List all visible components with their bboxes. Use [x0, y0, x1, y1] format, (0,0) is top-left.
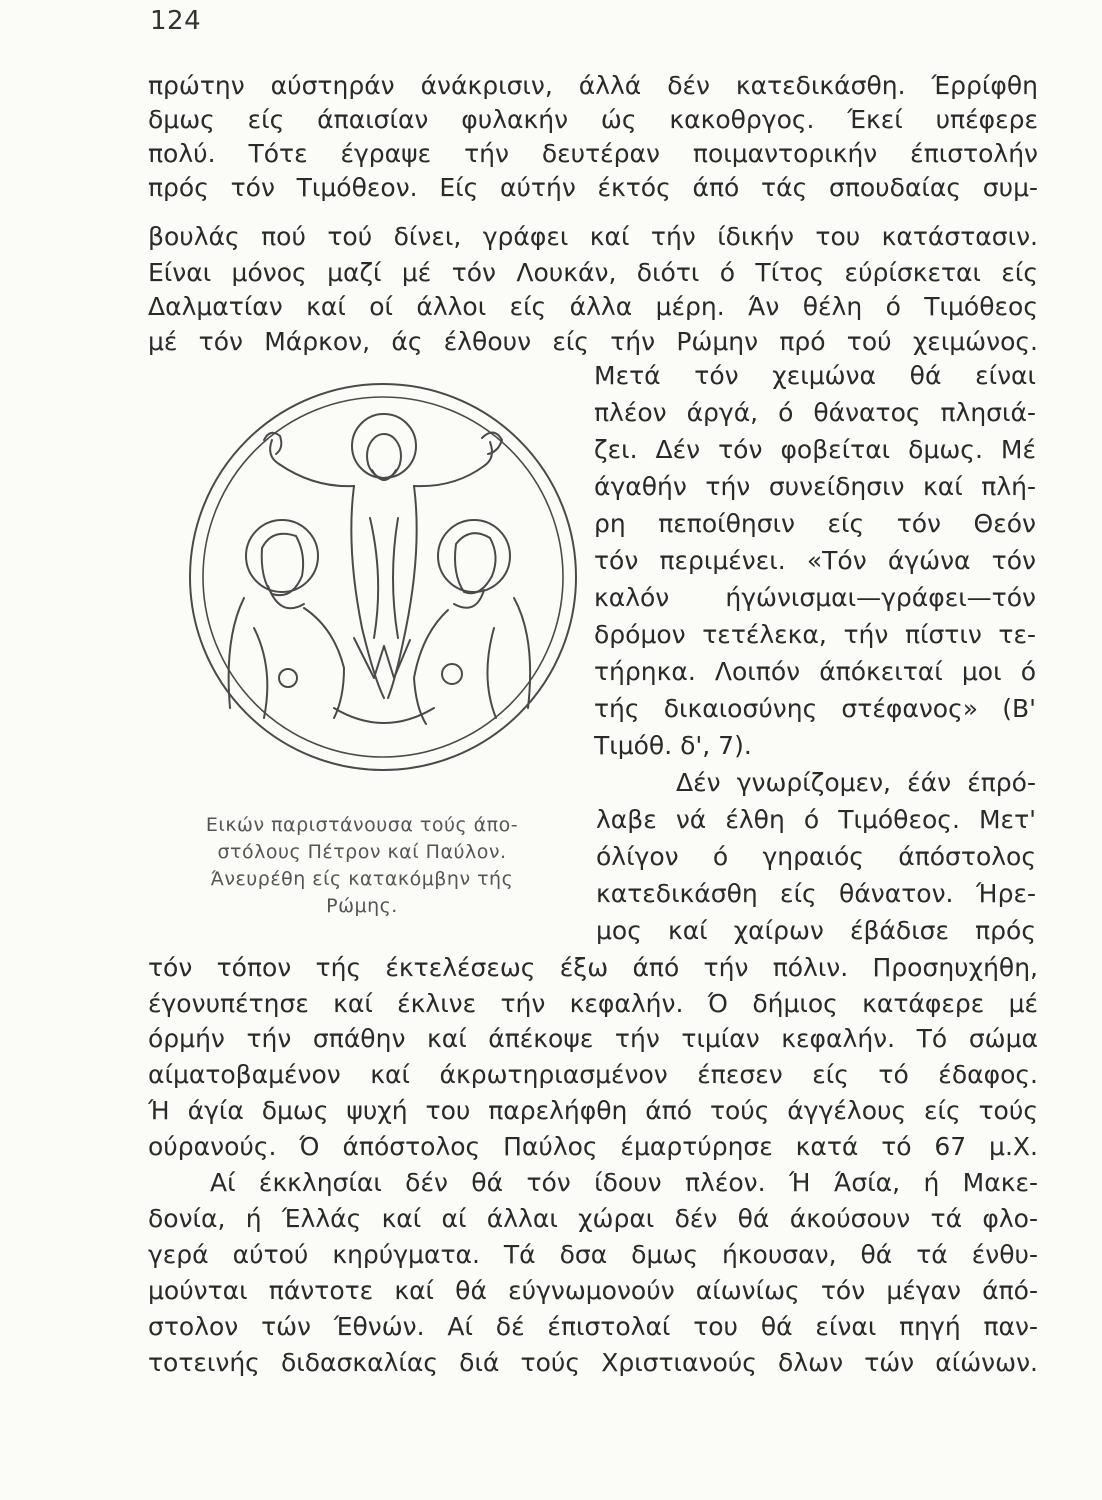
text-line: μούνται πάντοτε καί θά εύγνωμονούν αίωνίως τόν μέγαν άπό-: [148, 1276, 1038, 1305]
caption-line: στόλους Πέτρον καί Παύλον.: [217, 841, 507, 863]
text-line: τόν τόπον τής έκτελέσεως έξω άπό τήν πόλιν. Προσηυχήθη,: [148, 953, 1038, 982]
side-text-line: λαβε νά έλθη ό Τιμόθεος. Μετ': [596, 805, 1036, 834]
side-text-line: άγαθήν τήν συνείδησιν καί πλή-: [594, 472, 1036, 501]
text-line: γερά αύτού κηρύγματα. Τά δσα δμως ήκουσαν, θά τά ένθυ-: [148, 1240, 1038, 1269]
side-text-line: ζει. Δέν τόν φοβείται δμως. Μέ: [594, 435, 1036, 464]
side-text-line: κατεδικάσθη είς θάνατον. Ήρε-: [596, 879, 1036, 908]
text-line: πρώτην αύστηράν άνάκρισιν, άλλά δέν κατεδικάσθη. Έρρίφθη: [148, 71, 1038, 100]
side-text-line: τής δικαιοσύνης στέφανος» (Β': [594, 694, 1036, 723]
side-text-line: τόν περιμένει. «Τόν άγώνα τόν: [594, 546, 1036, 575]
side-text-line: πλέον άργά, ό θάνατος πλησιά-: [594, 398, 1036, 427]
text-line: δονία, ή Έλλάς καί αί άλλαι χώραι δέν θά άκούσουν τά φλο-: [148, 1204, 1038, 1233]
side-text-line: Τιμόθ. δ', 7).: [594, 731, 752, 760]
text-line: στολον τών Έθνών. Αί δέ έπιστολαί του θά είναι πηγή παν-: [148, 1312, 1038, 1341]
text-line: Ή άγία δμως ψυχή του παρελήφθη άπό τούς άγγέλους είς τούς: [148, 1096, 1038, 1125]
figure-caption: [152, 812, 572, 920]
caption-line: Ρώμης.: [326, 895, 398, 917]
text-line: αίματοβαμένον καί άκρωτηριασμένον έπεσεν είς τό έδαφος.: [148, 1060, 1038, 1089]
text-line: Δαλματίαν καί οί άλλοι είς άλλα μέρη. Άν θέλη ό Τιμόθεος: [148, 292, 1038, 321]
caption-line: Εικών παριστάνουσα τούς άπο-: [205, 814, 519, 836]
text-line: μέ τόν Μάρκον, άς έλθουν είς τήν Ρώμην πρό τού χειμώνος.: [148, 327, 1038, 356]
page-number: 124: [150, 6, 202, 36]
side-text-line: μος καί χαίρων έβάδισε πρός: [596, 916, 1036, 945]
side-text-line: καλόν ήγώνισμαι—γράφει—τόν: [594, 583, 1036, 612]
side-text-line: τήρηκα. Λοιπόν άπόκειταί μοι ό: [594, 657, 1036, 686]
side-text-line: Δέν γνωρίζομεν, έάν έπρό-: [676, 768, 1036, 797]
side-text-line: δρόμον τετέλεκα, τήν πίστιν τε-: [594, 620, 1036, 649]
side-text-line: όλίγον ό γηραιός άπόστολος: [596, 842, 1036, 871]
text-line: Αί έκκλησίαι δέν θά τόν ίδουν πλέον. Ή Άσία, ή Μακε-: [210, 1168, 1038, 1197]
text-line: τοτεινής διδασκαλίας διά τούς Χριστιανούς δλων τών αίώνων.: [148, 1348, 1038, 1377]
side-text-line: ρη πεποίθησιν είς τόν Θεόν: [594, 509, 1036, 538]
caption-line: Άνευρέθη είς κατακόμβην τής: [210, 868, 514, 890]
figure-medallion: [184, 378, 582, 776]
text-line: Είναι μόνος μαζί μέ τόν Λουκάν, διότι ό Τίτος εύρίσκεται είς: [148, 258, 1038, 287]
text-line: βουλάς πού τού δίνει, γράφει καί τήν ίδικήν του κατάστασιν.: [148, 222, 1038, 251]
text-line: πολύ. Τότε έγραψε τήν δευτέραν ποιμαντορικήν έπιστολήν: [148, 139, 1038, 168]
text-line: δμως είς άπαισίαν φυλακήν ώς κακοθργος. Έκεί υπέφερε: [148, 105, 1038, 134]
apostles-illustration: [184, 378, 582, 776]
text-line: πρός τόν Τιμόθεον. Είς αύτήν έκτός άπό τάς σπουδαίας συμ-: [148, 173, 1038, 202]
text-line: έγονυπέτησε καί έκλινε τήν κεφαλήν. Ό δήμιος κατάφερε μέ: [148, 989, 1038, 1018]
side-text-line: Μετά τόν χειμώνα θά είναι: [594, 361, 1036, 390]
text-line: όρμήν τήν σπάθην καί άπέκοψε τήν τιμίαν κεφαλήν. Τό σώμα: [148, 1024, 1038, 1053]
text-line: ούρανούς. Ό άπόστολος Παύλος έμαρτύρησε κατά τό 67 μ.Χ.: [148, 1132, 1038, 1161]
